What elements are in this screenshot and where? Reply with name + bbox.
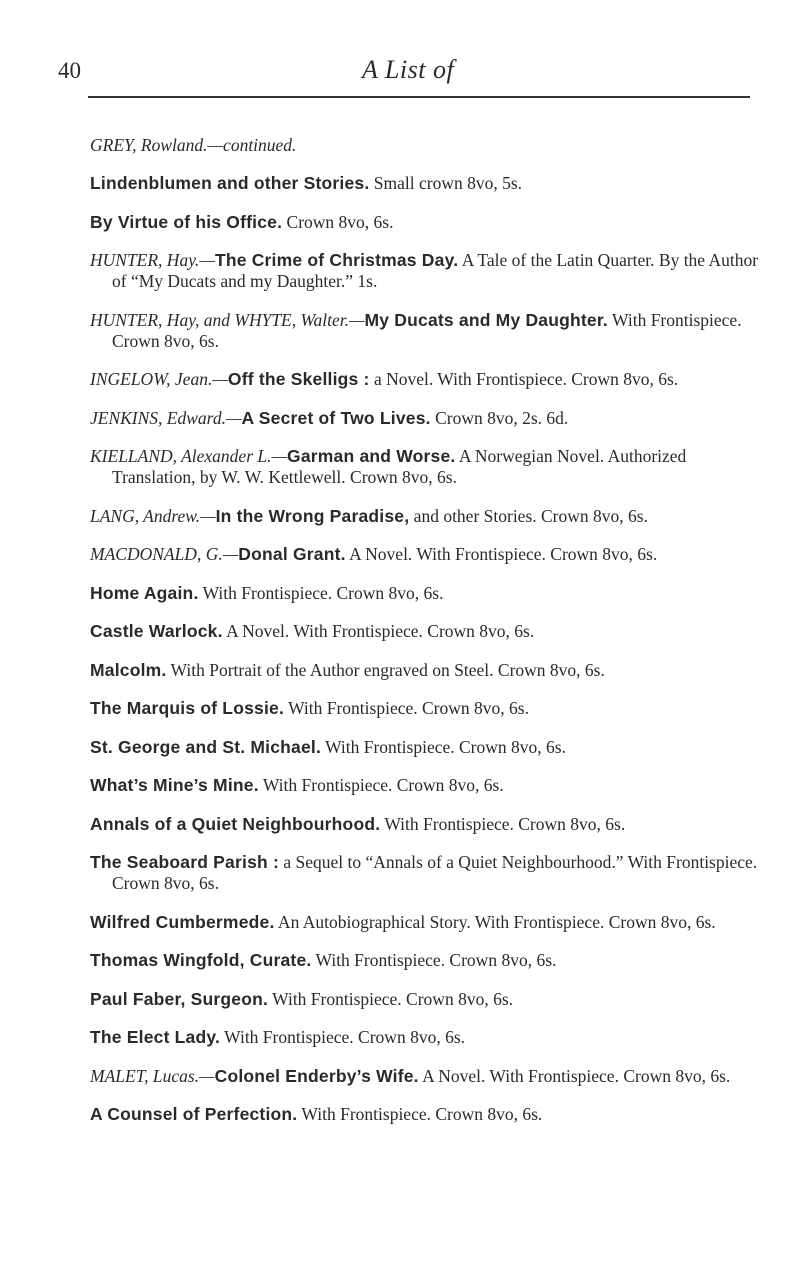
entry-author: LANG, Andrew.—: [90, 505, 216, 526]
entry-details: With Frontispiece. Crown 8vo, 6s.: [258, 775, 504, 795]
list-item: [90, 621, 762, 642]
page-number: 40: [58, 58, 81, 83]
entry-details: A Novel. With Frontispiece. Crown 8vo, 6s.: [222, 621, 535, 641]
entry-title: Thomas Wingfold, Curate.: [90, 950, 312, 970]
entry-title: A Secret of Two Lives.: [241, 407, 431, 428]
entry-details: With Frontispiece. Crown 8vo, 6s.: [380, 813, 626, 834]
entry-title: Garman and Worse.: [287, 446, 456, 466]
entry-list: [90, 117, 762, 1137]
list-item: [90, 989, 762, 1010]
entry-title: St. George and St. Michael.: [90, 736, 322, 757]
list-item: [90, 446, 762, 488]
entry-author: GREY, Rowland.—continued.: [90, 134, 297, 155]
entry-title: What’s Mine’s Mine.: [90, 775, 259, 795]
entry-details: With Frontispiece. Crown 8vo, 6s.: [284, 698, 529, 718]
entry-details: and other Stories. Crown 8vo, 6s.: [409, 505, 648, 526]
entry-title: Paul Faber, Surgeon.: [90, 988, 269, 1009]
list-item: [90, 737, 762, 758]
entry-title: Annals of a Quiet Neighbourhood.: [90, 813, 381, 834]
list-item: [90, 912, 762, 933]
list-item: [90, 544, 762, 565]
list-item: [90, 369, 762, 390]
entry-title: The Seaboard Parish :: [90, 852, 279, 872]
entry-details: A Novel. With Frontispiece. Crown 8vo, 6s.: [345, 544, 658, 564]
list-item: [90, 950, 762, 971]
entry-author: HUNTER, Hay.—: [90, 250, 215, 270]
entry-details: With Frontispiece. Crown 8vo, 6s.: [321, 736, 566, 757]
entry-title: By Virtue of his Office.: [90, 211, 283, 232]
list-item: [90, 698, 762, 719]
entry-details: With Frontispiece. Crown 8vo, 6s.: [268, 988, 514, 1009]
list-item: [90, 1104, 762, 1125]
entry-details: With Frontispiece. Crown 8vo, 6s.: [297, 1104, 543, 1124]
entry-title: In the Wrong Paradise,: [215, 505, 410, 526]
entry-title: Home Again.: [90, 582, 199, 603]
entry-details: A Norwegian Novel. Authorized Translation, by W. W. Kettlewell. Crown 8vo, 6s.: [112, 446, 687, 487]
header-rule: [88, 96, 750, 98]
list-item: [90, 1066, 762, 1087]
entry-author: HUNTER, Hay, and WHYTE, Walter.—: [90, 309, 365, 330]
list-item: [90, 135, 762, 156]
entry-title: The Elect Lady.: [90, 1027, 221, 1047]
entry-details: A Tale of the Latin Quarter. By the Author of “My Ducats and my Daughter.” 1s.: [112, 250, 759, 291]
entry-title: The Crime of Christmas Day.: [214, 250, 459, 270]
list-item: [90, 814, 762, 835]
entry-details: With Portrait of the Author engraved on Steel. Crown 8vo, 6s.: [166, 659, 605, 680]
entry-title: My Ducats and My Daughter.: [364, 309, 608, 330]
entry-title: Donal Grant.: [238, 544, 346, 564]
list-item: [90, 408, 762, 429]
entry-details: a Sequel to “Annals of a Quiet Neighbourhood.” With Frontispiece. Crown 8vo, 6s.: [112, 852, 758, 893]
entry-author: KIELLAND, Alexander L.—: [90, 446, 288, 466]
entry-details: An Autobiographical Story. With Frontispiece. Crown 8vo, 6s.: [274, 911, 716, 932]
list-item: [90, 1027, 762, 1048]
entry-details: a Novel. With Frontispiece. Crown 8vo, 6s.: [369, 369, 679, 389]
running-title: A List of: [362, 55, 455, 84]
list-item: [90, 212, 762, 233]
entry-title: A Counsel of Perfection.: [90, 1104, 298, 1124]
entry-title: Castle Warlock.: [90, 621, 223, 641]
list-item: [90, 506, 762, 527]
entry-title: The Marquis of Lossie.: [90, 698, 285, 718]
entry-details: Small crown 8vo, 5s.: [369, 173, 523, 193]
entry-details: With Frontispiece. Crown 8vo, 6s.: [311, 950, 557, 970]
entry-title: Lindenblumen and other Stories.: [90, 173, 370, 193]
list-item: [90, 583, 762, 604]
list-item: [90, 310, 762, 352]
page-header: [0, 52, 800, 102]
entry-title: Colonel Enderby’s Wife.: [214, 1065, 419, 1086]
entry-details: Crown 8vo, 2s. 6d.: [430, 407, 569, 428]
entry-details: With Frontispiece. Crown 8vo, 6s.: [112, 309, 742, 351]
list-item: [90, 852, 762, 894]
entry-author: INGELOW, Jean.—: [90, 369, 228, 389]
entry-author: MALET, Lucas.—: [90, 1065, 215, 1086]
entry-details: With Frontispiece. Crown 8vo, 6s.: [220, 1027, 466, 1047]
entry-details: With Frontispiece. Crown 8vo, 6s.: [198, 582, 444, 603]
list-item: [90, 660, 762, 681]
entry-title: Off the Skelligs :: [227, 369, 370, 389]
entry-author: MACDONALD, G.—: [90, 544, 239, 564]
entry-details: Crown 8vo, 6s.: [282, 211, 394, 232]
entry-title: Malcolm.: [90, 659, 167, 680]
list-item: [90, 173, 762, 194]
entry-details: A Novel. With Frontispiece. Crown 8vo, 6s.: [418, 1065, 731, 1086]
entry-title: Wilfred Cumbermede.: [90, 911, 275, 932]
list-item: [90, 250, 762, 292]
entry-author: JENKINS, Edward.—: [90, 407, 242, 428]
list-item: [90, 775, 762, 796]
